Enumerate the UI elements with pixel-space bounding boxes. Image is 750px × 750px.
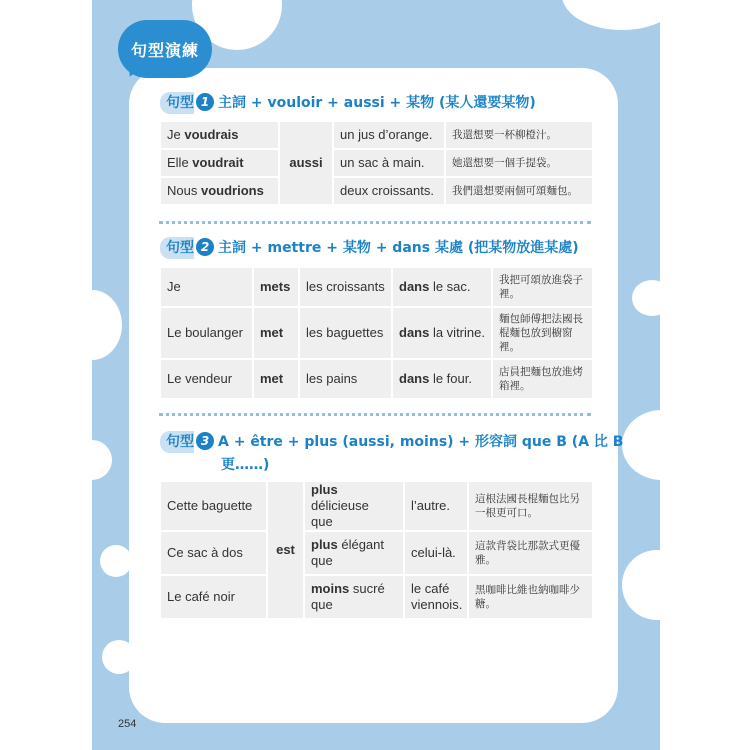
table-row — [160, 307, 593, 359]
pattern1-formula: 主詞 + vouloir + aussi + 某物 (某人還要某物) — [218, 95, 536, 111]
subject-cell: Je voudrais — [160, 121, 279, 149]
subject-cell: Je — [160, 267, 253, 307]
est-cell: est — [267, 481, 304, 619]
comparison-cell: plus délicieuse que — [304, 481, 404, 531]
table-row — [160, 481, 593, 531]
table-row — [160, 149, 593, 177]
pattern2-number: 2 — [196, 238, 214, 256]
subject-cell: Ce sac à dos — [160, 531, 267, 575]
table-row — [160, 267, 593, 307]
table-row — [160, 575, 593, 619]
pattern1-heading — [160, 92, 536, 114]
decor-bubble — [632, 280, 660, 316]
compare-cell: celui-là. — [404, 531, 468, 575]
translation-cell: 這根法國長棍麵包比另一根更可口。 — [468, 481, 593, 531]
subject-cell: Le vendeur — [160, 359, 253, 399]
dotted-divider — [159, 221, 591, 224]
pattern3-formula-line1: A + être + plus (aussi, moins) + 形容詞 que B (A 比 B — [218, 434, 624, 450]
object-cell: les croissants — [299, 267, 392, 307]
place-cell: dans le sac. — [392, 267, 492, 307]
verb-cell: met — [253, 307, 299, 359]
section-badge: 句型演練 — [118, 20, 212, 78]
object-cell: les pains — [299, 359, 392, 399]
verb-cell: mets — [253, 267, 299, 307]
pattern2-label: 句型 — [160, 237, 194, 259]
table-row — [160, 121, 593, 149]
translation-cell: 店員把麵包放進烤箱裡。 — [492, 359, 593, 399]
object-cell: un jus d’orange. — [333, 121, 445, 149]
place-cell: dans la vitrine. — [392, 307, 492, 359]
translation-cell: 這款背袋比那款式更優雅。 — [468, 531, 593, 575]
comparison-cell: moins sucré que — [304, 575, 404, 619]
pattern2-table — [159, 266, 594, 400]
translation-cell: 我們還想要兩個可頌麵包。 — [445, 177, 593, 205]
pattern2-heading — [160, 237, 579, 259]
subject-cell: Nous voudrions — [160, 177, 279, 205]
pattern3-heading — [160, 431, 623, 453]
decor-bubble — [562, 0, 660, 30]
compare-cell: le café viennois. — [404, 575, 468, 619]
pattern2-formula: 主詞 + mettre + 某物 + dans 某處 (把某物放進某處) — [218, 240, 579, 256]
pattern1-number: 1 — [196, 93, 214, 111]
object-cell: les baguettes — [299, 307, 392, 359]
table-row — [160, 177, 593, 205]
verb-cell: met — [253, 359, 299, 399]
subject-cell: Le boulanger — [160, 307, 253, 359]
subject-cell: Cette baguette — [160, 481, 267, 531]
pattern3-formula-line2: 更……) — [221, 457, 270, 473]
translation-cell: 她還想要一個手提袋。 — [445, 149, 593, 177]
decor-bubble — [100, 545, 132, 577]
decor-bubble — [92, 440, 112, 480]
object-cell: un sac à main. — [333, 149, 445, 177]
translation-cell: 我還想要一杯柳橙汁。 — [445, 121, 593, 149]
subject-cell: Elle voudrait — [160, 149, 279, 177]
decor-bubble — [92, 290, 122, 360]
pattern3-table — [159, 480, 594, 620]
decor-bubble — [622, 550, 660, 620]
subject-cell: Le café noir — [160, 575, 267, 619]
pattern3-number: 3 — [196, 432, 214, 450]
compare-cell: l’autre. — [404, 481, 468, 531]
place-cell: dans le four. — [392, 359, 492, 399]
page-number: 254 — [118, 718, 137, 730]
table-row — [160, 359, 593, 399]
pattern1-table — [159, 120, 594, 206]
translation-cell: 麵包師傅把法國長棍麵包放到櫥窗裡。 — [492, 307, 593, 359]
pattern1-label: 句型 — [160, 92, 194, 114]
table-row — [160, 531, 593, 575]
comparison-cell: plus élégant que — [304, 531, 404, 575]
aussi-cell: aussi — [279, 121, 333, 205]
dotted-divider — [159, 413, 591, 416]
translation-cell: 黑咖啡比維也納咖啡少糖。 — [468, 575, 593, 619]
decor-bubble — [622, 410, 660, 480]
object-cell: deux croissants. — [333, 177, 445, 205]
pattern3-label: 句型 — [160, 431, 194, 453]
translation-cell: 我把可頌放進袋子裡。 — [492, 267, 593, 307]
